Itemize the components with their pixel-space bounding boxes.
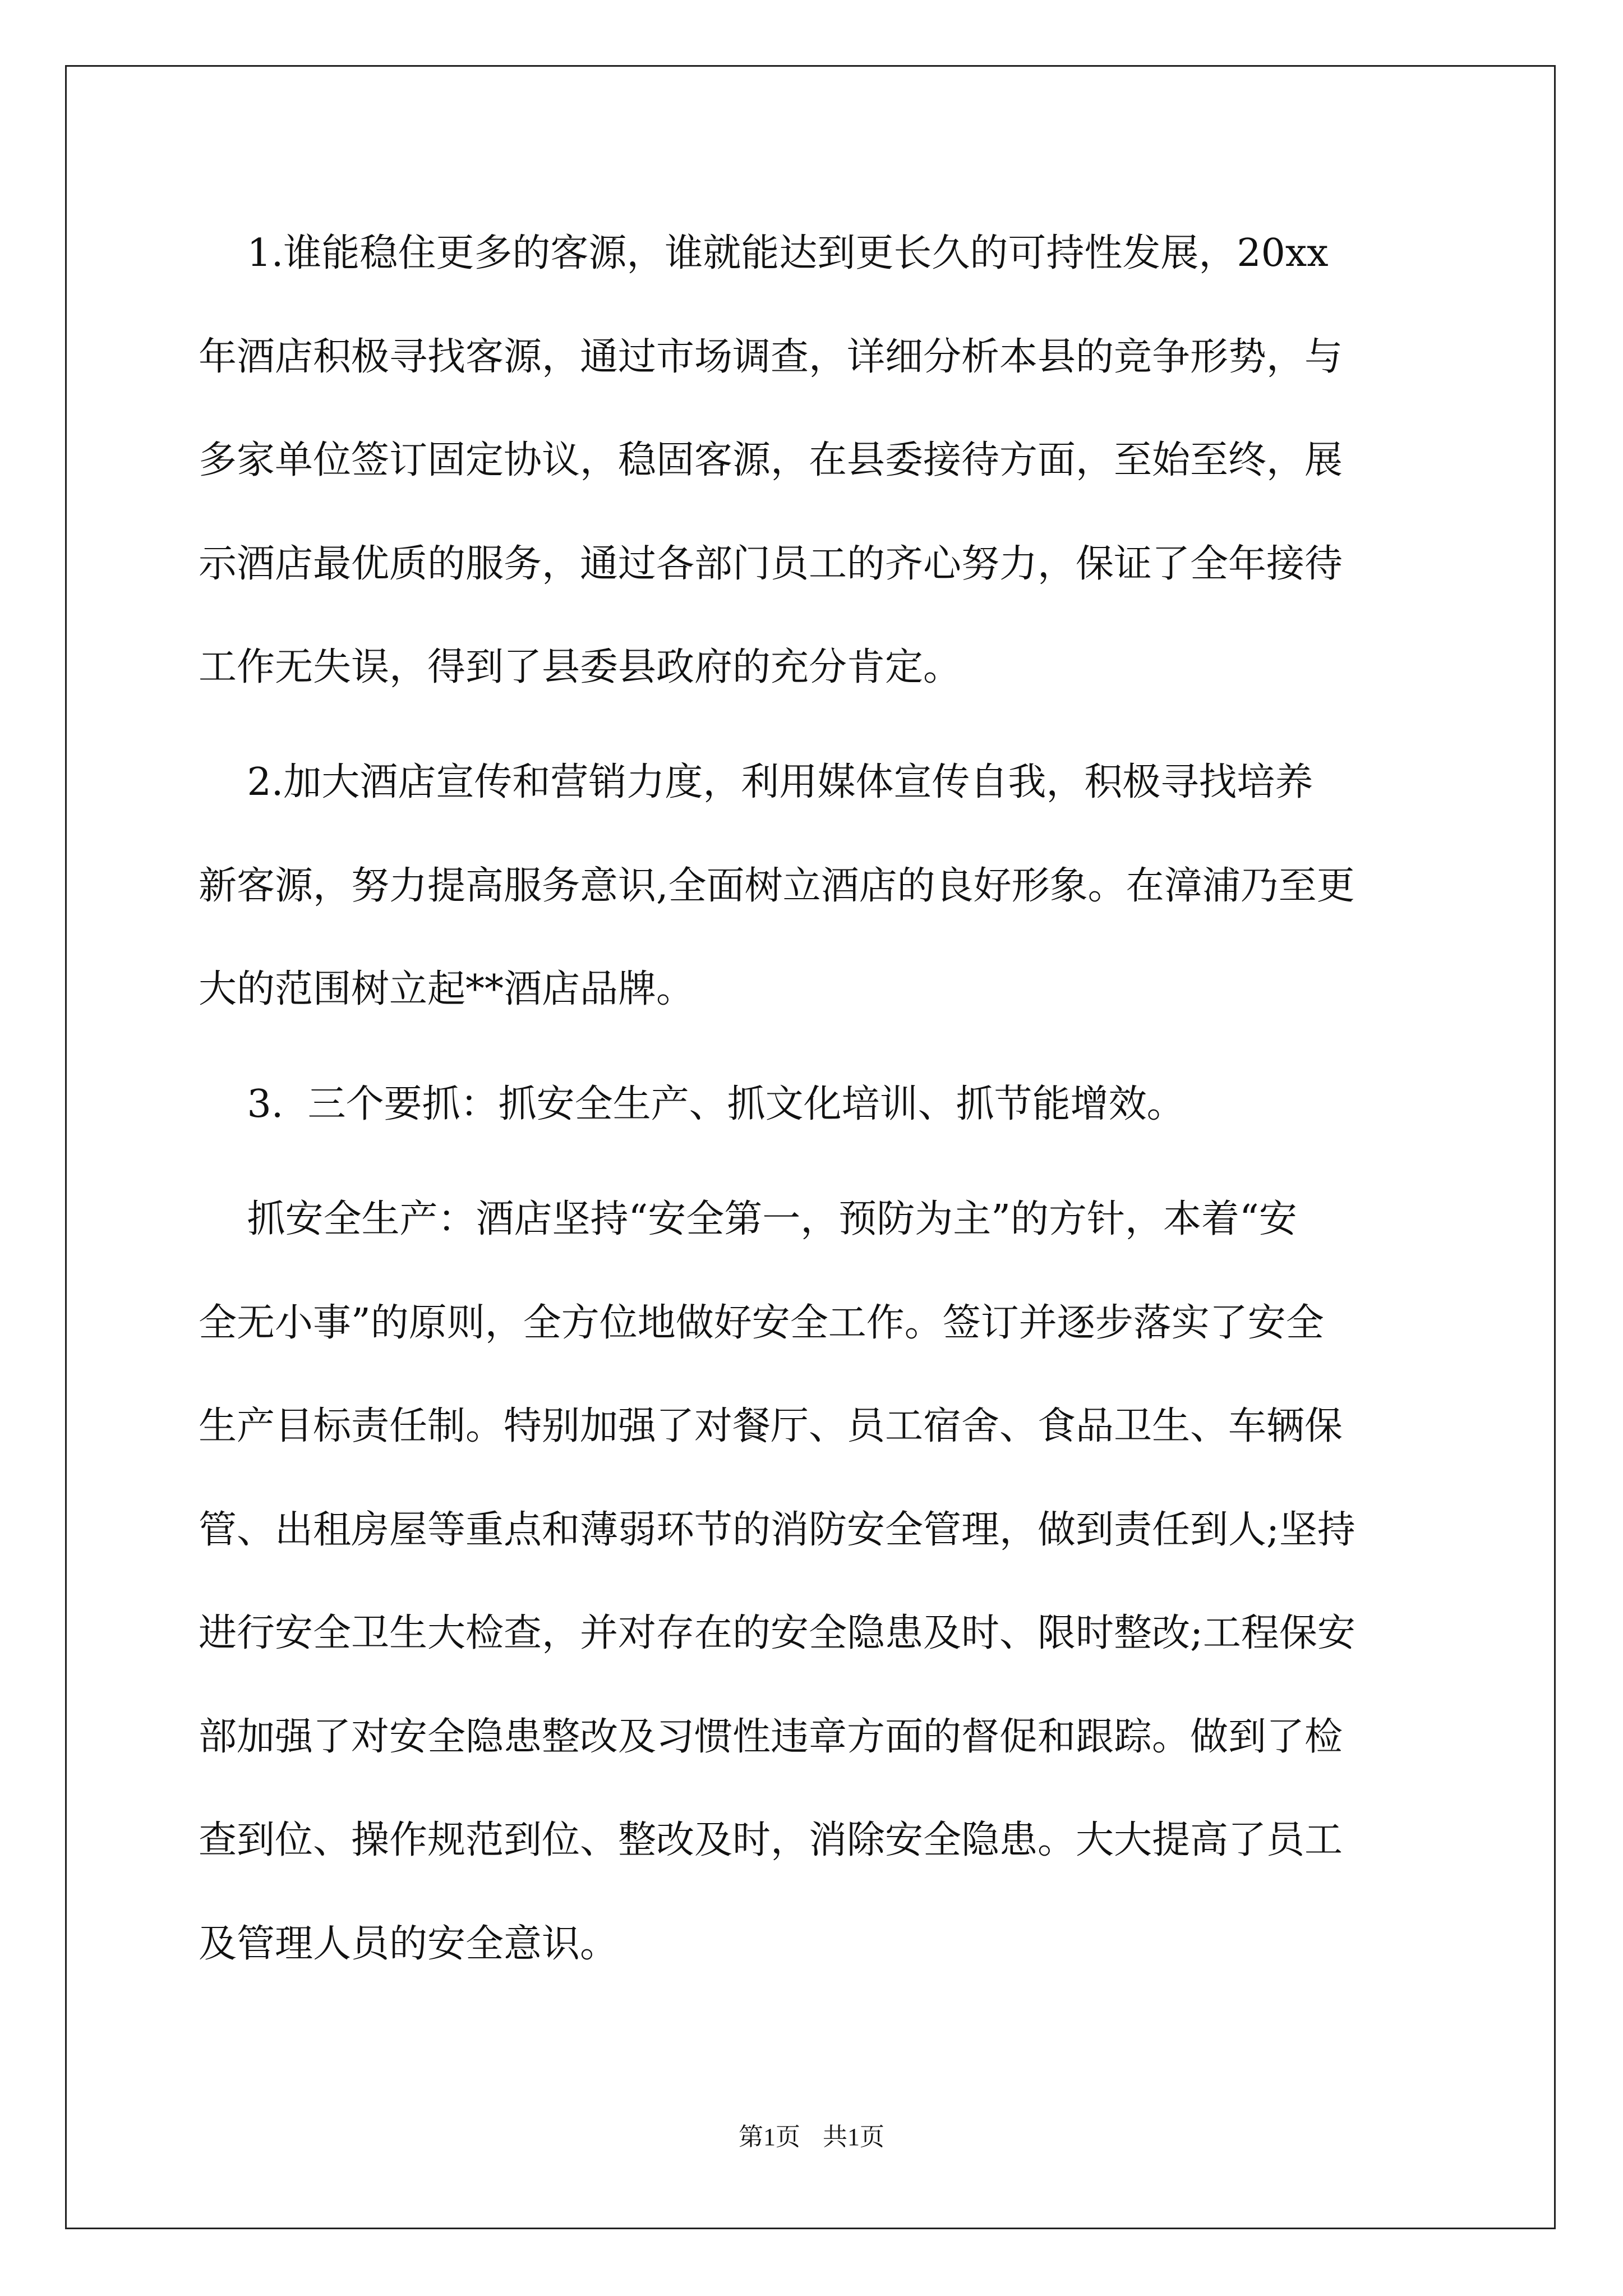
text-line: 部加强了对安全隐患整改及习惯性违章方面的督促和跟踪。做到了检 bbox=[199, 1715, 1343, 1759]
text-line: 全无小事”的原则，全方位地做好安全工作。签订并逐步落实了安全 bbox=[199, 1301, 1324, 1345]
page-border bbox=[65, 65, 1556, 2229]
text-line: 2.加大酒店宣传和营销力度，利用媒体宣传自我，积极寻找培养 bbox=[199, 760, 1313, 804]
text-line: 生产目标责任制。特别加强了对餐厅、员工宿舍、食品卫生、车辆保 bbox=[199, 1404, 1343, 1448]
text-line: 3. 三个要抓：抓安全生产、抓文化培训、抓节能增效。 bbox=[199, 1082, 1185, 1126]
text-line: 示酒店最优质的服务，通过各部门员工的齐心努力，保证了全年接待 bbox=[199, 542, 1343, 586]
page-total: 共1页 bbox=[823, 2123, 884, 2151]
page-footer bbox=[0, 2123, 1623, 2152]
text-line: 抓安全生产：酒店坚持“安全第一，预防为主”的方针，本着“安 bbox=[199, 1197, 1297, 1241]
text-line: 查到位、操作规范到位、整改及时，消除安全隐患。大大提高了员工 bbox=[199, 1818, 1343, 1862]
text-line: 多家单位签订固定协议，稳固客源，在县委接待方面，至始至终，展 bbox=[199, 438, 1343, 482]
text-line: 新客源，努力提高服务意识,全面树立酒店的良好形象。在漳浦乃至更 bbox=[199, 864, 1355, 908]
text-line: 年酒店积极寻找客源，通过市场调查，详细分析本县的竞争形势，与 bbox=[199, 335, 1343, 379]
text-line: 及管理人员的安全意识。 bbox=[199, 1922, 619, 1966]
text-line: 管、出租房屋等重点和薄弱环节的消防安全管理，做到责任到人;坚持 bbox=[199, 1508, 1355, 1552]
text-line: 1.谁能稳住更多的客源，谁就能达到更长久的可持性发展，20xx bbox=[199, 231, 1329, 275]
text-line: 进行安全卫生大检查，并对存在的安全隐患及时、限时整改;工程保安 bbox=[199, 1611, 1355, 1655]
text-line: 工作无失误，得到了县委县政府的充分肯定。 bbox=[199, 645, 962, 689]
text-line: 大的范围树立起**酒店品牌。 bbox=[199, 967, 695, 1011]
page-number: 第1页 bbox=[739, 2123, 800, 2151]
